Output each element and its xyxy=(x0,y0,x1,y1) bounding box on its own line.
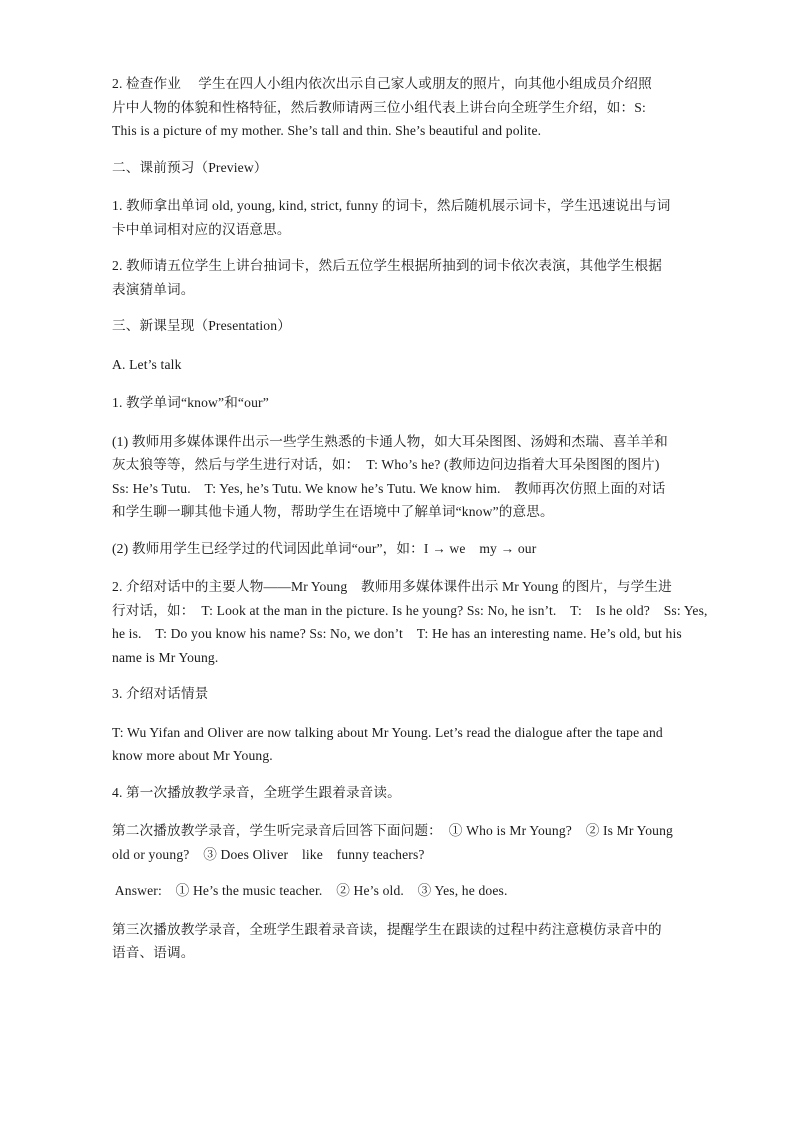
text-line: 1. 教师拿出单词 old, young, kind, strict, funny 的词卡，然后随机展示词卡，学生迅速说出与词 xyxy=(112,198,671,213)
preview-section-heading xyxy=(112,156,684,180)
text-line: 表演猜单词。 xyxy=(112,281,195,297)
text-line: name is Mr Young. xyxy=(112,649,219,665)
heading-text: 三、新课呈现（Presentation） xyxy=(112,318,291,333)
teach-words-step-1 xyxy=(112,430,684,524)
answer-paragraph xyxy=(112,879,684,903)
text-line: 4. 第一次播放教学录音，全班学生跟着录音读。 xyxy=(112,784,401,800)
heading-text: 3. 介绍对话情景 xyxy=(112,686,209,701)
text-line: 片中人物的体貌和性格特征，然后教师请两三位小组代表上讲台向全班学生介绍，如：S: xyxy=(112,99,646,115)
third-play-paragraph xyxy=(112,918,684,965)
text-line: know more about Mr Young. xyxy=(112,748,273,763)
second-play-paragraph xyxy=(112,819,684,866)
text-line: 行对话，如： T: Look at the man in the picture. Is he young? Ss: No, he isn’t. T: Is he old? Ss: Yes, xyxy=(112,602,708,618)
text-line: 2. 教师请五位学生上讲台抽词卡，然后五位学生根据所抽到的词卡依次表演，其他学生根据 xyxy=(112,258,663,273)
presentation-section-heading xyxy=(112,314,684,338)
heading-text: 二、课前预习（Preview） xyxy=(112,159,268,175)
main-character-paragraph xyxy=(112,575,708,669)
preview-step-2 xyxy=(112,254,684,301)
lesson-plan-page xyxy=(112,72,708,978)
text-line: 语音、语调。 xyxy=(112,945,195,960)
text-line: (2) 教师用学生已经学过的代词因此单词“our”，如：I → we my → our xyxy=(112,540,537,556)
first-play-paragraph xyxy=(112,781,684,805)
text-line: (1) 教师用多媒体课件出示一些学生熟悉的卡通人物，如大耳朵图图、汤姆和杰瑞、喜羊羊和 xyxy=(112,433,668,449)
preview-step-1 xyxy=(112,194,684,241)
text-line: 卡中单词相对应的汉语意思。 xyxy=(112,221,291,237)
context-paragraph xyxy=(112,721,684,768)
context-heading xyxy=(112,682,684,706)
heading-text: 1. 教学单词“know”和“our” xyxy=(112,395,269,410)
text-line: 第二次播放教学录音，学生听完录音后回答下面问题： ① Who is Mr Young? ② Is Mr Young xyxy=(112,823,674,838)
text-line: 2. 检查作业 学生在四人小组内依次出示自己家人或朋友的照片，向其他小组成员介绍照 xyxy=(112,76,652,91)
lets-talk-heading xyxy=(112,353,684,377)
text-line: 灰太狼等等，然后与学生进行对话，如： T: Who’s he? (教师边问边指着大耳朵图图的图片) xyxy=(112,457,660,472)
text-line: 第三次播放教学录音，全班学生跟着录音读，提醒学生在跟读的过程中药注意模仿录音中的 xyxy=(112,921,662,937)
text-line: T: Wu Yifan and Oliver are now talking about Mr Young. Let’s read the dialogue after the tape and xyxy=(112,724,663,740)
text-line: 2. 介绍对话中的主要人物——Mr Young 教师用多媒体课件出示 Mr Young 的图片，与学生进 xyxy=(112,579,672,594)
text-line: This is a picture of my mother. She’s tall and thin. She’s beautiful and polite. xyxy=(112,123,542,138)
text-line: old or young? ③ Does Oliver like funny teachers? xyxy=(112,846,425,862)
text-line: Answer: ① He’s the music teacher. ② He’s old. ③ Yes, he does. xyxy=(112,883,508,898)
text-line: Ss: He’s Tutu. T: Yes, he’s Tutu. We know he’s Tutu. We know him. 教师再次仿照上面的对话 xyxy=(112,480,666,496)
teach-words-heading xyxy=(112,391,684,415)
heading-text: A. Let’s talk xyxy=(112,356,182,372)
homework-check-paragraph xyxy=(112,72,684,143)
text-line: he is. T: Do you know his name? Ss: No, we don’t T: He has an interesting name. He’s old, but his xyxy=(112,626,682,641)
text-line: 和学生聊一聊其他卡通人物，帮助学生在语境中了解单词“know”的意思。 xyxy=(112,504,554,519)
teach-words-step-2 xyxy=(112,537,684,561)
